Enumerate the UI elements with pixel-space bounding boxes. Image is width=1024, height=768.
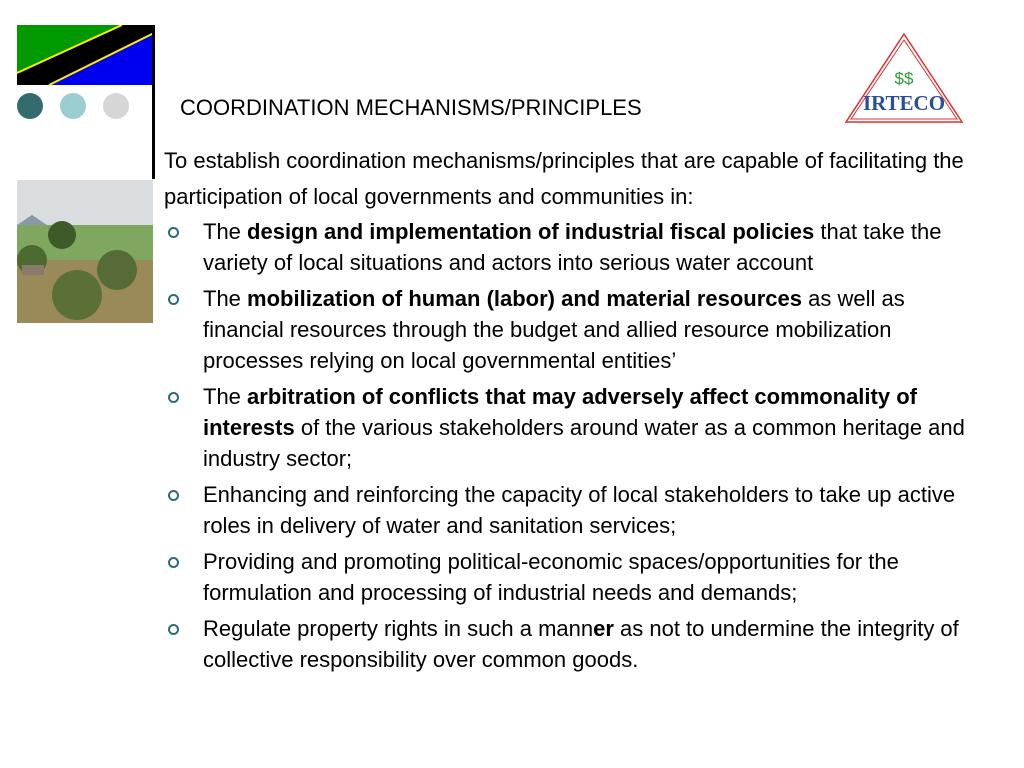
- list-item: The design and implementation of industrial fiscal policies that take the variety of local situations and actors into serious water account: [164, 216, 984, 278]
- irteco-logo: [843, 32, 965, 126]
- svg-text:$$: $$: [894, 69, 914, 88]
- svg-text:IRTECO: IRTECO: [862, 91, 946, 115]
- divider-line: [152, 25, 155, 179]
- bullet-icon: [168, 624, 179, 635]
- decor-circle-light: [60, 93, 86, 119]
- decor-circle-grey: [103, 93, 129, 119]
- bullet-list: [164, 216, 984, 680]
- landscape-photo: [17, 180, 153, 323]
- list-item: Providing and promoting political-economic spaces/opportunities for the formulation and processing of industrial needs and demands;: [164, 546, 984, 608]
- slide-title: COORDINATION MECHANISMS/PRINCIPLES: [180, 95, 642, 120]
- tanzania-flag-image: [17, 25, 154, 85]
- bullet-icon: [168, 294, 179, 305]
- decor-circle-dark: [17, 93, 43, 119]
- intro-text: To establish coordination mechanisms/principles that are capable of facilitating the participation of local governments and communities in:: [164, 148, 964, 209]
- bullet-icon: [168, 392, 179, 403]
- list-item: Regulate property rights in such a manner as not to undermine the integrity of collective responsibility over common goods.: [164, 613, 984, 675]
- bullet-icon: [168, 227, 179, 238]
- list-item: Enhancing and reinforcing the capacity of local stakeholders to take up active roles in delivery of water and sanitation services;: [164, 479, 984, 541]
- list-item: The mobilization of human (labor) and material resources as well as financial resources through the budget and allied resource mobilization processes relying on local governmental entities’: [164, 283, 984, 376]
- bullet-icon: [168, 557, 179, 568]
- list-item: The arbitration of conflicts that may adversely affect commonality of interests of the various stakeholders around water as a common heritage and industry sector;: [164, 381, 984, 474]
- bullet-icon: [168, 490, 179, 501]
